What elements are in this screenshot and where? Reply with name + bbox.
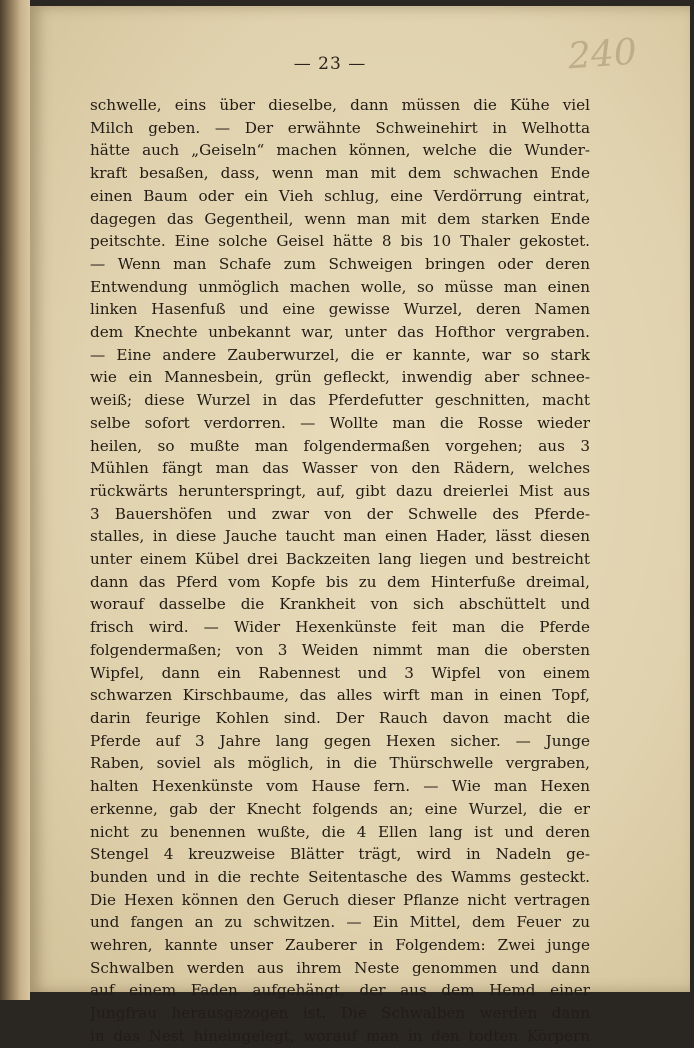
text-line: bunden und in die rechte Seitentasche des Wamms gesteckt. [90, 867, 590, 886]
text-line: einen Baum oder ein Vieh schlug, eine Verdörrung eintrat, [90, 186, 590, 205]
text-line: — Wenn man Schafe zum Schweigen bringen oder deren [90, 254, 590, 273]
text-line: schwelle, eins über dieselbe, dann müssen die Kühe viel [90, 96, 590, 114]
text-line: Pferde auf 3 Jahre lang gegen Hexen sicher. — Junge [90, 731, 590, 750]
text-line: 3 Bauershöfen und zwar von der Schwelle des Pferde- [90, 504, 590, 523]
text-line: selbe sofort verdorren. — Wollte man die Rosse wieder [90, 413, 590, 432]
text-line: Stengel 4 kreuzweise Blätter trägt, wird in Nadeln ge- [90, 845, 590, 864]
text-line: kraft besaßen, dass, wenn man mit dem schwachen Ende [90, 164, 590, 183]
text-line: weiß; diese Wurzel in das Pferdefutter geschnitten, macht [90, 391, 590, 410]
text-line: frisch wird. — Wider Hexenkünste feit man die Pferde [90, 618, 590, 637]
body-text [90, 94, 590, 1048]
text-line: Raben, soviel als möglich, in die Thürschwelle vergraben, [90, 754, 590, 773]
book-spine [0, 0, 30, 1000]
text-line: linken Hasenfuß und eine gewisse Wurzel, deren Namen [90, 300, 590, 319]
text-line: Schwalben werden aus ihrem Neste genommen und dann [90, 958, 590, 977]
text-line: worauf dasselbe die Krankheit von sich abschüttelt und [90, 595, 590, 614]
text-line: Jungfrau herausgezogen ist. Die Schwalben werden dann [90, 1004, 590, 1023]
book-page [30, 6, 690, 1045]
text-line: rückwärts herunterspringt, auf, gibt dazu dreierlei Mist aus [90, 481, 590, 500]
text-line: wie ein Mannesbein, grün gefleckt, inwendig aber schnee- [90, 368, 590, 387]
text-line: und fangen an zu schwitzen. — Ein Mittel, dem Feuer zu [90, 913, 590, 932]
text-line: Wipfel, dann ein Rabennest und 3 Wipfel von einem [90, 663, 590, 682]
text-line: Mühlen fängt man das Wasser von den Rädern, welches [90, 459, 590, 478]
text-line: wehren, kannte unser Zauberer in Folgendem: Zwei junge [90, 936, 590, 955]
text-line: auf einem Faden aufgehängt, der aus dem Hemd einer [90, 981, 590, 1000]
text-line: heilen, so mußte man folgendermaßen vorgehen; aus 3 [90, 436, 590, 455]
text-line: halten Hexenkünste vom Hause fern. — Wie man Hexen [90, 777, 590, 796]
text-line: schwarzen Kirschbaume, das alles wirft man in einen Topf, [90, 686, 590, 705]
text-line: Entwendung unmöglich machen wolle, so müsse man einen [90, 277, 590, 296]
text-line: stalles, in diese Jauche taucht man einen Hader, lässt diesen [90, 527, 590, 546]
text-line: — Eine andere Zauberwurzel, die er kannte, war so stark [90, 345, 590, 364]
text-line: nicht zu benennen wußte, die 4 Ellen lang ist und deren [90, 822, 590, 841]
text-line: unter einem Kübel drei Backzeiten lang liegen und bestreicht [90, 550, 590, 569]
text-line: hätte auch „Geiseln“ machen können, welche die Wunder- [90, 141, 590, 160]
text-line: Die Hexen können den Geruch dieser Pflanze nicht vertragen [90, 890, 590, 909]
text-line: dann das Pferd vom Kopfe bis zu dem Hinterfuße dreimal, [90, 572, 590, 591]
text-line: folgendermaßen; von 3 Weiden nimmt man die obersten [90, 640, 590, 659]
text-line: erkenne, gab der Knecht folgends an; eine Wurzel, die er [90, 799, 590, 818]
pencil-annotation: 240 [566, 31, 639, 78]
text-line: dagegen das Gegentheil, wenn man mit dem starken Ende [90, 209, 590, 228]
text-line: peitschte. Eine solche Geisel hätte 8 bis 10 Thaler gekostet. [90, 232, 590, 251]
page-number: — 23 — [293, 54, 367, 74]
text-line: darin feurige Kohlen sind. Der Rauch davon macht die [90, 708, 590, 727]
text-line: in das Nest hineingelegt, worauf man in den todten Körpern [90, 1026, 590, 1045]
text-line: Milch geben. — Der erwähnte Schweinehirt in Welhotta [90, 118, 590, 137]
text-line: dem Knechte unbekannt war, unter das Hofthor vergraben. [90, 323, 590, 342]
